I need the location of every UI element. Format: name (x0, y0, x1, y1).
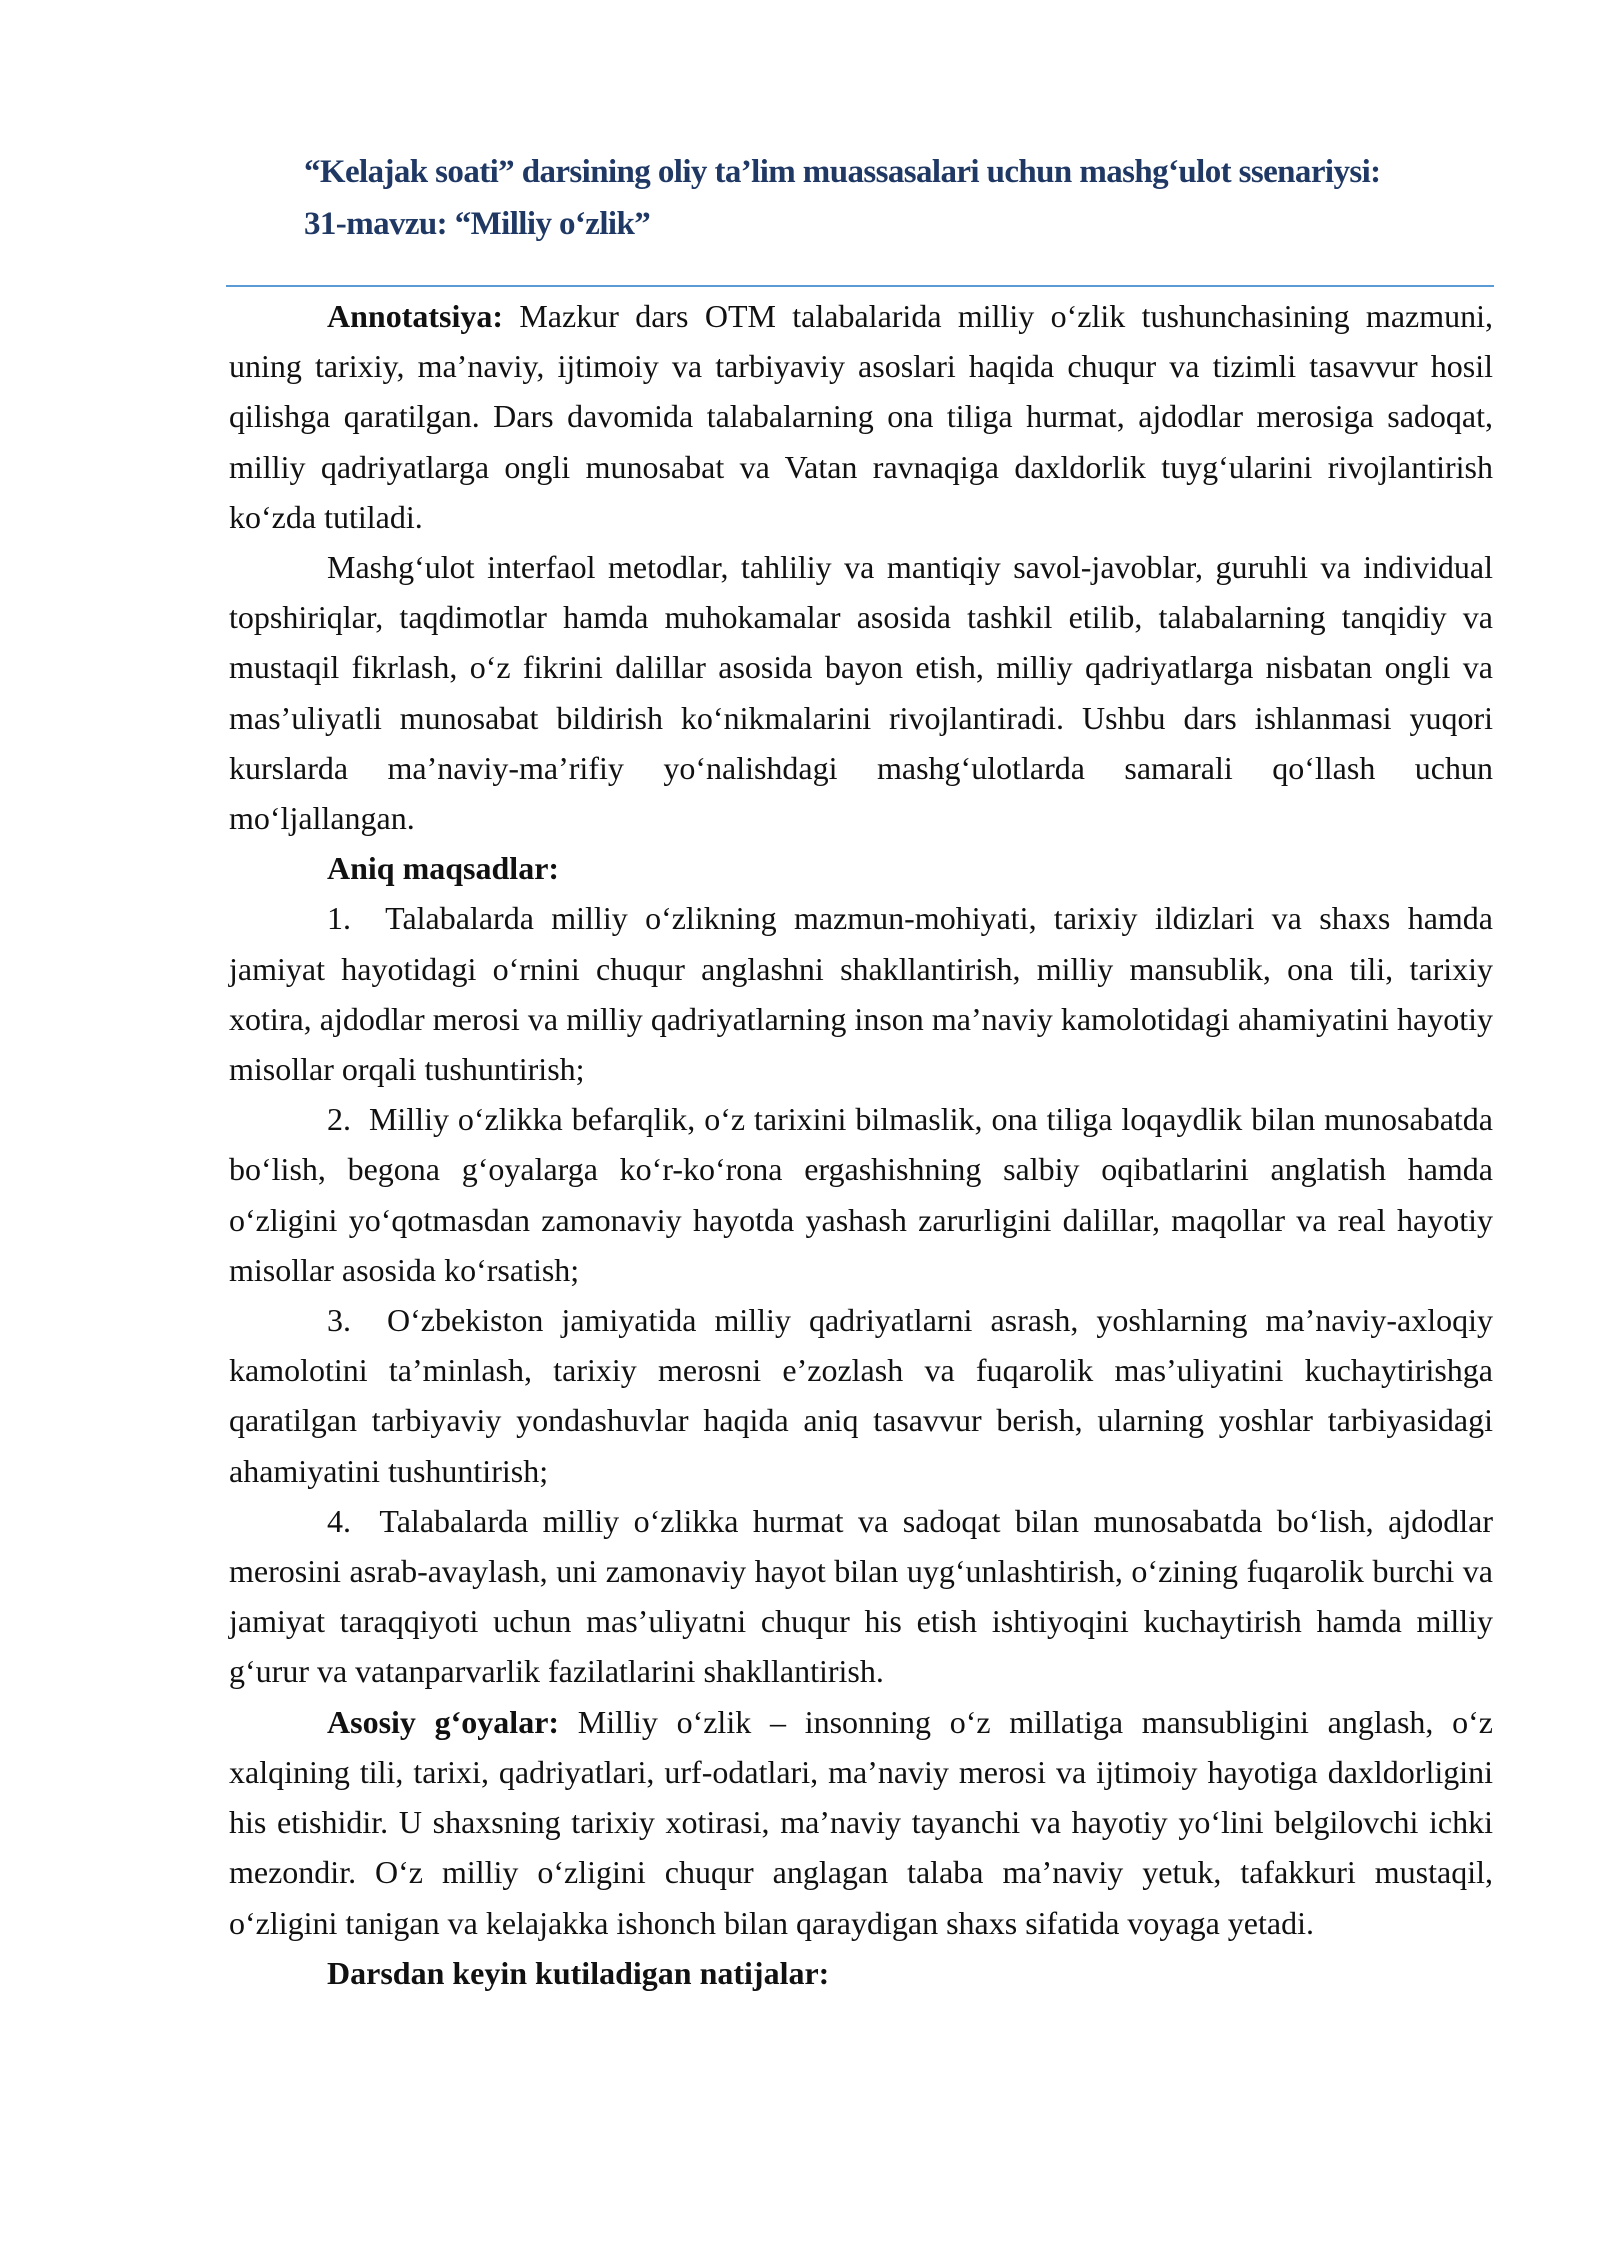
document-body (229, 291, 1493, 1998)
annotation-label: Annotatsiya: (327, 298, 504, 334)
main-ideas-paragraph (229, 1697, 1493, 1948)
goal-item-number: 1. (327, 900, 351, 937)
goal-item-number: 4. (327, 1502, 351, 1539)
goal-item-text: Talabalarda milliy o‘zlikka hurmat va sadoqat bilan munosabatda bo‘lish, ajdodlar merosini asrab-avaylash, uni zamonaviy hayot bilan uyg‘unlashtirish, o‘zining fuqarolik burchi va jamiyat taraqqiyoti uchun mas’uliyatni chuqur his etish ishtiyoqini kuchaytirish hamda milliy g‘urur va vatanparvarlik fazilatlarini shakllantirish. (229, 1502, 1494, 1690)
header-divider (226, 285, 1494, 287)
goal-item-text: Talabalarda milliy o‘zlikning mazmun-mohiyati, tarixiy ildizlari va shaxs hamda jamiyat hayotidagi o‘rnini chuqur anglashni shakllantirish, milliy mansublik, ona tili, tarixiy xotira, ajdodlar merosi va milliy qadriyatlarning inson ma’naviy kamolotidagi ahamiyatini hayotiy misollar orqali tushuntirish; (229, 900, 1494, 1088)
goal-item-number: 3. (327, 1302, 351, 1339)
annotation-text: Mazkur dars OTM talabalarida milliy o‘zlik tushunchasining mazmuni, uning tarixiy, ma’naviy, ijtimoiy va tarbiyaviy asoslari haqida chuqur va tizimli tasavvur hosil qilishga qaratilgan. Dars davomida talabalarning ona tiliga hurmat, ajdodlar merosiga sadoqat, milliy qadriyatlarga ongli munosabat va Vatan ravnaqiga daxldorlik tuyg‘ularini rivojlantirish ko‘zda tutiladi. (229, 298, 1493, 535)
goal-item-text: Milliy o‘zlikka befarqlik, o‘z tarixini bilmaslik, ona tiliga loqaydlik bilan munosabatda bo‘lish, begona g‘oyalarga ko‘r-ko‘rona ergashishning salbiy oqibatlarini anglatish hamda o‘zligini yo‘qotmasdan zamonaviy hayotda yashash zarurligini dalillar, maqollar va real hayotiy misollar asosida ko‘rsatish; (229, 1101, 1494, 1288)
header-title-line-2: 31-mavzu: “Milliy o‘zlik” (304, 206, 651, 242)
goal-item-text: O‘zbekiston jamiyatida milliy qadriyatlarni asrash, yoshlarning ma’naviy-axloqiy kamolotini ta’minlash, tarixiy merosni e’zozlash va fuqarolik mas’uliyatini kuchaytirishga qaratilgan tarbiyaviy yondashuvlar haqida aniq tasavvur berish, ularning yoshlar tarbiyasidagi ahamiyatini tushuntirish; (229, 1302, 1494, 1489)
main-ideas-label: Asosiy g‘oyalar: (327, 1703, 560, 1740)
goals-heading: Aniq maqsadlar: (327, 850, 560, 887)
goal-item-number: 2. (327, 1101, 351, 1138)
outcomes-heading: Darsdan keyin kutiladigan natijalar: (327, 1954, 830, 1991)
goal-item-4 (229, 1496, 1493, 1697)
method-paragraph: Mashg‘ulot interfaol metodlar, tahliliy va mantiqiy savol-javoblar, guruhli va individual topshiriqlar, taqdimotlar hamda muhokamalar asosida tashkil etilib, talabalarning tanqidiy va mustaqil fikrlash, o‘z fikrini dalillar asosida bayon etish, milliy qadriyatlarga nisbatan ongli va mas’uliyatli munosabat bildirish ko‘nikmalarini rivojlantiradi. Ushbu dars ishlanmasi yuqori kurslarda ma’naviy-ma’rifiy yo‘nalishdagi mashg‘ulotlarda samarali qo‘llash uchun mo‘ljallangan. (229, 549, 1493, 837)
goal-item-3 (229, 1295, 1493, 1496)
document-header (304, 146, 1504, 250)
main-ideas-text: Milliy o‘zlik – insonning o‘z millatiga mansubligini anglash, o‘z xalqining tili, tarixi, qadriyatlari, urf-odatlari, ma’naviy merosi va ijtimoiy hayotiga daxldorligini his etishidir. U shaxsning tarixiy xotirasi, ma’naviy tayanchi va hayotiy yo‘lini belgilovchi ichki mezondir. O‘z milliy o‘zligini chuqur anglagan talaba ma’naviy yetuk, tafakkuri mustaqil, o‘zligini tanigan va kelajakka ishonch bilan qaraydigan shaxs sifatida voyaga yetadi. (229, 1703, 1494, 1941)
header-title-line-1: “Kelajak soati” darsining oliy ta’lim muassasalari uchun mashg‘ulot ssenariysi: (304, 154, 1381, 190)
goal-item-2 (229, 1094, 1493, 1295)
annotation-paragraph (229, 291, 1493, 542)
goal-item-1 (229, 893, 1493, 1094)
